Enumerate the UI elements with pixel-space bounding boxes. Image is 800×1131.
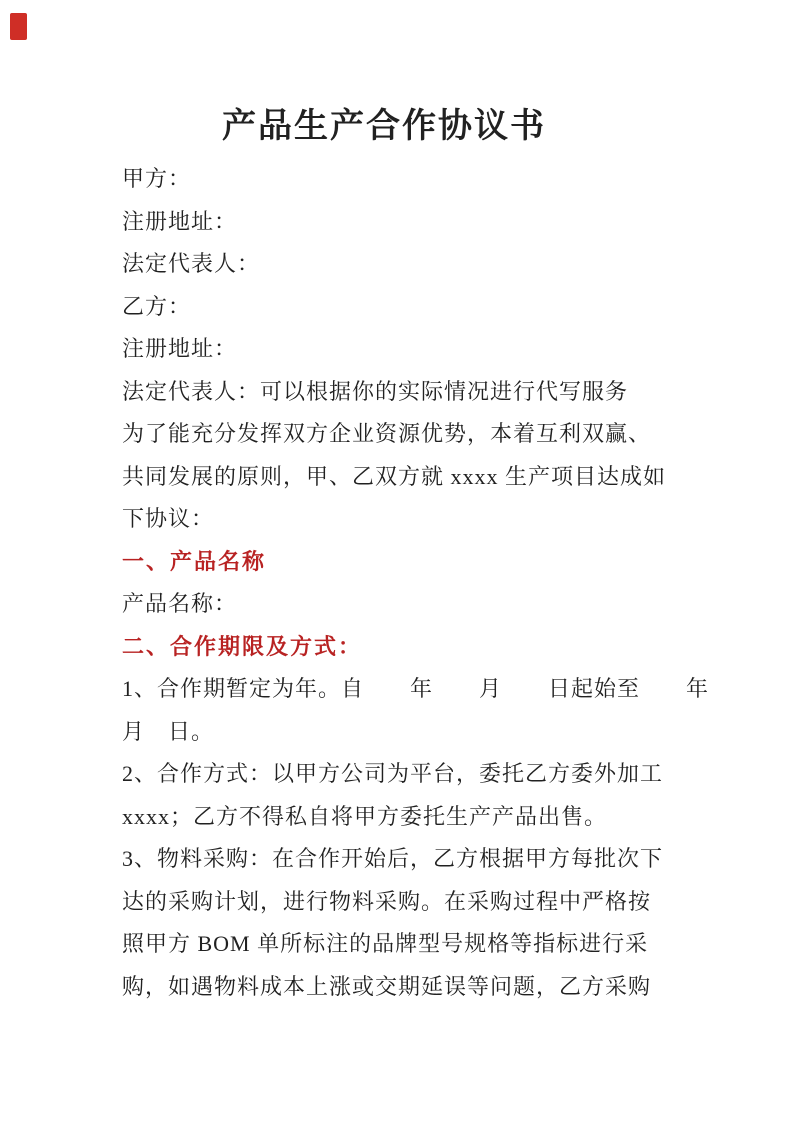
text-line: 乙方： <box>122 293 192 319</box>
text-line: 月 日。 <box>122 718 215 744</box>
document-title: 产品生产合作协议书 <box>222 108 546 145</box>
text-line: 为了能充分发挥双方企业资源优势，本着互利双赢、 <box>122 421 652 446</box>
text-line: 注册地址： <box>122 336 238 361</box>
text-line: 1、合作期暂定为年。自 年 月 日起始至 年 <box>122 676 710 701</box>
text-line: 照甲方 BOM 单所标注的品牌型号规格等指标进行采 <box>122 931 649 956</box>
document-body <box>122 158 710 1008</box>
red-corner-mark <box>10 13 27 40</box>
text-line: xxxx；乙方不得私自将甲方委托生产产品出售。 <box>122 803 608 829</box>
text-line: 下协议： <box>122 506 215 531</box>
text-line: 共同发展的原则，甲、乙双方就 xxxx 生产项目达成如 <box>122 463 667 489</box>
text-line: 购，如遇物料成本上涨或交期延误等问题，乙方采购 <box>122 973 652 999</box>
text-line: 2、合作方式：以甲方公司为平台，委托乙方委外加工 <box>122 761 664 786</box>
text-line: 甲方： <box>122 166 192 191</box>
text-line: 注册地址： <box>122 208 238 234</box>
section-heading: 一、产品名称 <box>122 548 267 574</box>
text-line: 达的采购计划，进行物料采购。在采购过程中严格按 <box>122 888 652 914</box>
text-line: 法定代表人： <box>122 251 261 276</box>
text-line: 法定代表人：可以根据你的实际情况进行代写服务 <box>122 378 629 404</box>
text-line: 产品名称： <box>122 591 238 616</box>
section-heading: 二、合作期限及方式： <box>122 633 363 659</box>
text-line: 3、物料采购：在合作开始后，乙方根据甲方每批次下 <box>122 846 664 871</box>
